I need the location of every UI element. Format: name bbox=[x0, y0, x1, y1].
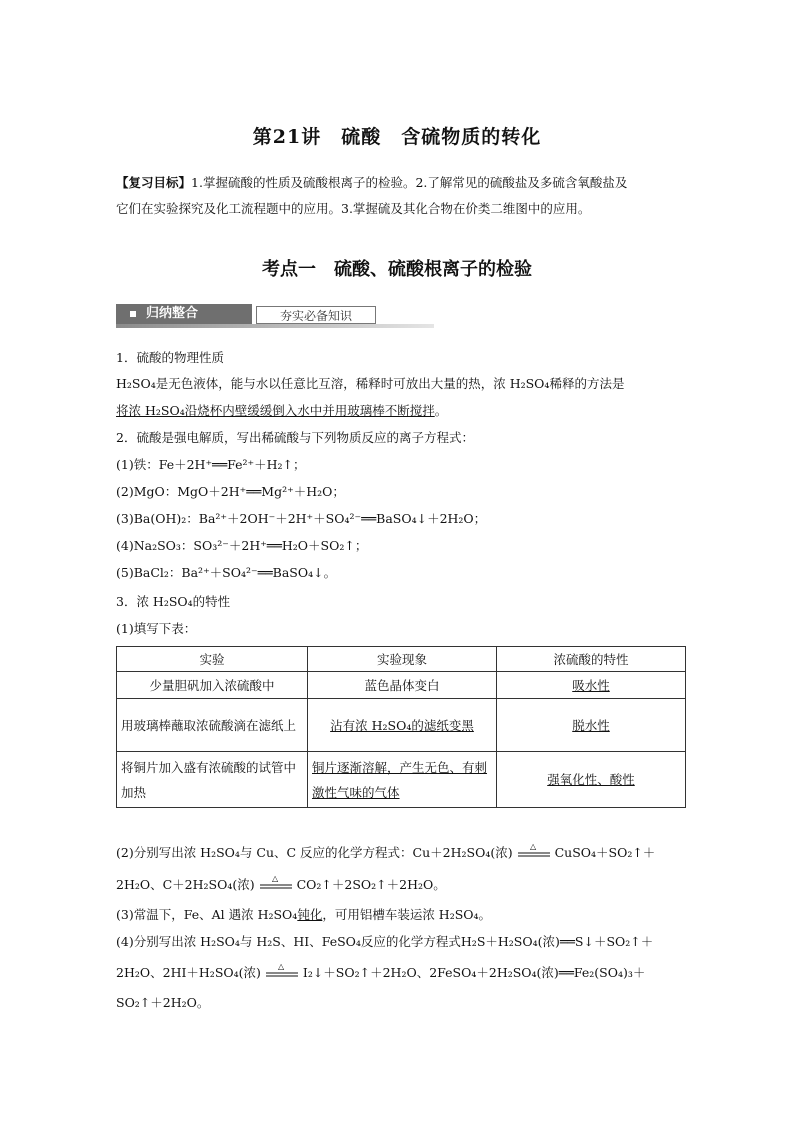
table-cell: 吸水性 bbox=[572, 677, 610, 693]
p1-line-2 bbox=[116, 401, 696, 419]
reaction-2: (2)MgO：MgO＋2H⁺══Mg²⁺＋H₂O； bbox=[116, 484, 345, 499]
cu-equation-left: (2)分别写出浓 H₂SO₄与 Cu、C 反应的化学方程式：Cu＋2H₂SO₄(浓) bbox=[116, 845, 513, 860]
table-cell: 铜片逐渐溶解，产生无色、有刺激性气味的气体 bbox=[312, 759, 488, 800]
table-cell: 沾有浓 H₂SO₄的滤纸变黑 bbox=[330, 717, 474, 733]
table-cell: 脱水性 bbox=[572, 717, 610, 733]
section-banner bbox=[116, 304, 434, 328]
hi-equation-right: I₂↓＋SO₂↑＋2H₂O、2FeSO₄＋2H₂SO₄(浓)══Fe₂(SO₄)₃＋ bbox=[302, 965, 646, 980]
c-equation-left: 2H₂O、C＋2H₂SO₄(浓) bbox=[116, 877, 255, 892]
table-cell-wrap bbox=[497, 672, 686, 699]
table-cell-wrap bbox=[497, 752, 686, 808]
table-row bbox=[117, 699, 686, 752]
table-header: 实验 bbox=[117, 647, 308, 672]
passivation-text-1: (3)常温下，Fe、Al 遇浓 H₂SO₄ bbox=[116, 907, 298, 922]
table-cell-wrap bbox=[497, 699, 686, 752]
table-cell: 少量胆矾加入浓硫酸中 bbox=[117, 672, 308, 699]
passivation-answer: 钝化 bbox=[297, 907, 323, 922]
table-cell-wrap bbox=[308, 752, 497, 808]
heating-arrow-icon bbox=[517, 842, 551, 863]
part4-line-3: SO₂↑＋2H₂O。 bbox=[116, 995, 210, 1010]
table-cell: 蓝色晶体变白 bbox=[308, 672, 497, 699]
table-cell: 强氧化性、酸性 bbox=[547, 772, 635, 787]
page-title: 第21讲 硫酸 含硫物质的转化 bbox=[252, 126, 542, 148]
reaction-1: (1)铁：Fe＋2H⁺══Fe²⁺＋H₂↑； bbox=[116, 457, 306, 472]
section-title: 考点一 硫酸、硫酸根离子的检验 bbox=[262, 259, 532, 280]
banner-left-label: 归纳整合 bbox=[146, 306, 199, 321]
part4-line-2 bbox=[116, 962, 696, 983]
table-header-row bbox=[117, 647, 686, 672]
table-header: 浓硫酸的特性 bbox=[497, 647, 686, 672]
reaction-4: (4)Na₂SO₃：SO₃²⁻＋2H⁺══H₂O＋SO₂↑； bbox=[116, 538, 368, 553]
goals-tag: 【复习目标】 bbox=[116, 175, 192, 190]
p1-title: 1．硫酸的物理性质 bbox=[116, 350, 224, 365]
table-cell: 用玻璃棒蘸取浓硫酸滴在滤纸上 bbox=[117, 699, 308, 752]
part3-line bbox=[116, 905, 696, 923]
heat-symbol: △ bbox=[271, 874, 278, 883]
heat-symbol: △ bbox=[277, 962, 285, 971]
heating-arrow-icon bbox=[259, 874, 293, 895]
cu-equation-right: CuSO₄＋SO₂↑＋ bbox=[554, 845, 656, 860]
part2-line-1 bbox=[116, 842, 696, 863]
p1-answer: 将浓 H₂SO₄沿烧杯内壁缓缓倒入水中并用玻璃棒不断搅拌 bbox=[116, 403, 435, 418]
table-row bbox=[117, 752, 686, 808]
p1-end: 。 bbox=[434, 403, 448, 418]
table-row bbox=[117, 672, 686, 699]
part4-line-1: (4)分别写出浓 H₂SO₄与 H₂S、HI、FeSO₄反应的化学方程式H₂S＋H₂SO₄(浓)══S↓＋SO₂↑＋ bbox=[116, 934, 654, 949]
goals-line-2: 它们在实验探究及化工流程题中的应用。3.掌握硫及其化合物在价类二维图中的应用。 bbox=[116, 201, 591, 216]
passivation-text-2: ，可用铝槽车装运浓 H₂SO₄。 bbox=[322, 907, 492, 922]
banner-left bbox=[116, 304, 252, 324]
heating-arrow-icon bbox=[265, 962, 299, 983]
heat-symbol: △ bbox=[529, 842, 536, 851]
table-header: 实验现象 bbox=[308, 647, 497, 672]
banner-rule bbox=[116, 324, 434, 328]
p3-title: 3．浓 H₂SO₄的特性 bbox=[116, 594, 231, 609]
p3-sub: (1)填写下表： bbox=[116, 621, 197, 636]
hi-equation-left: 2H₂O、2HI＋H₂SO₄(浓) bbox=[116, 965, 261, 980]
p1-line-1: H₂SO₄是无色液体，能与水以任意比互溶，稀释时可放出大量的热，浓 H₂SO₄稀释的方法是 bbox=[116, 376, 625, 391]
table-cell-wrap bbox=[308, 699, 497, 752]
reaction-5: (5)BaCl₂：Ba²⁺＋SO₄²⁻══BaSO₄↓。 bbox=[116, 565, 337, 580]
part2-line-2 bbox=[116, 874, 696, 895]
reaction-3: (3)Ba(OH)₂：Ba²⁺＋2OH⁻＋2H⁺＋SO₄²⁻══BaSO₄↓＋2H₂O； bbox=[116, 511, 487, 526]
table-cell: 将铜片加入盛有浓硫酸的试管中加热 bbox=[117, 752, 308, 808]
review-goals bbox=[116, 170, 684, 222]
p2-title: 2．硫酸是强电解质，写出稀硫酸与下列物质反应的离子方程式： bbox=[116, 430, 474, 445]
square-icon bbox=[130, 311, 136, 317]
properties-table bbox=[116, 646, 686, 808]
goals-line-1 bbox=[116, 170, 684, 196]
goals-text-1: 1.掌握硫酸的性质及硫酸根离子的检验。2.了解常见的硫酸盐及多硫含氧酸盐及 bbox=[191, 175, 628, 190]
c-equation-right: CO₂↑＋2SO₂↑＋2H₂O。 bbox=[296, 877, 446, 892]
banner-right: 夯实必备知识 bbox=[256, 306, 376, 324]
